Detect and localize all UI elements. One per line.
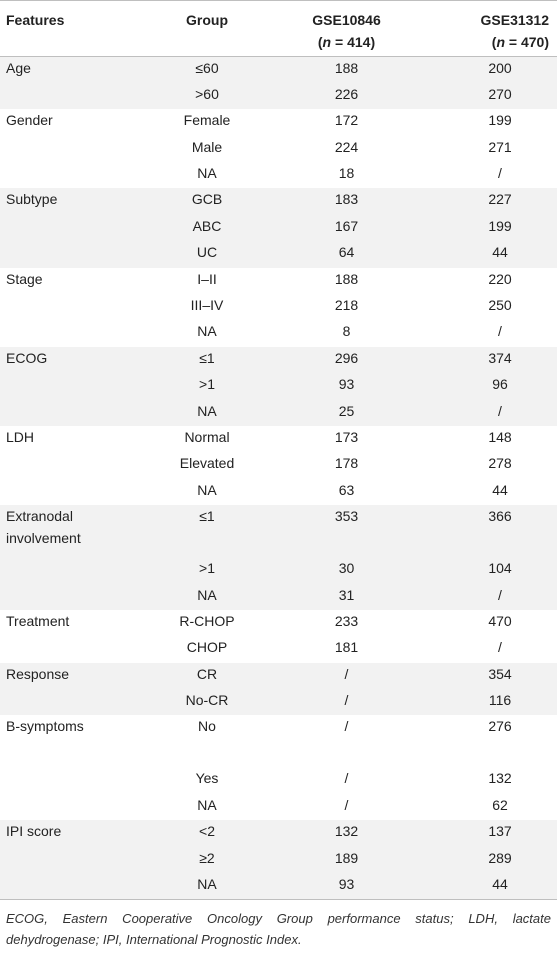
gse10846-cell: / [344,692,349,709]
gse31312-cell: 148 [488,428,512,445]
group-cell: CR [196,665,218,682]
gse10846-cell: / [344,796,349,813]
gse31312-cell: 116 [488,692,512,709]
gse31312-cell: 44 [492,481,508,498]
gse31312-cell: 276 [488,718,512,735]
gse10846-cell: 18 [338,165,355,182]
gse31312-cell: 250 [488,297,512,314]
table-row [0,268,557,294]
header-gse10846: GSE10846 (n = 414) [276,1,417,57]
feature-cell [0,241,138,267]
feature-cell [0,689,138,715]
feature-cell: Stage [6,270,43,287]
gse10846-cell: 173 [334,428,359,445]
feature-cell [0,767,138,793]
gse10846-cell: 8 [342,323,351,340]
feature-cell [0,557,138,583]
table-row [0,109,557,135]
group-cell: NA [197,165,217,182]
feature-cell: Age [6,60,31,76]
group-cell: ABC [192,217,222,234]
gse10846-cell: 189 [334,849,359,866]
gse31312-cell: 200 [488,60,512,76]
gse10846-cell: / [344,718,349,735]
group-cell: <2 [199,823,215,840]
gse10846-cell: 188 [334,60,359,76]
group-cell: ≤1 [199,349,215,366]
feature-cell: B-symptoms [6,718,84,735]
gse10846-cell: 93 [338,376,355,393]
group-cell: Elevated [179,455,235,472]
table-row [0,426,557,452]
table-row [0,663,557,689]
feature-cell: IPI score [6,823,62,840]
table-row [0,400,557,426]
group-cell: NA [197,796,217,813]
header-gse10846-n-value: = 414 [335,34,371,50]
table-row [0,689,557,715]
feature-cell [0,452,138,478]
header-gse10846-n-label: n [322,34,332,50]
table-row [0,83,557,109]
gse31312-cell: 278 [488,455,512,472]
table-row [0,557,557,583]
feature-cell: Treatment [6,612,70,629]
feature-cell [0,215,138,241]
feature-cell [0,400,138,426]
gse31312-cell: 44 [492,876,508,893]
table-row [0,320,557,346]
feature-cell: Subtype [6,191,58,208]
gse31312-cell: / [498,402,502,419]
gse10846-cell: 64 [338,244,355,261]
table-row [0,820,557,846]
gse10846-cell: 30 [338,560,355,577]
group-cell: Male [191,138,223,155]
group-cell: ≤60 [195,60,219,76]
group-cell: NA [197,586,217,603]
feature-cell [0,162,138,188]
table-row [0,162,557,188]
group-cell: >1 [199,376,215,393]
table-row [0,873,557,899]
header-gse31312-n-value: = 470 [508,34,545,50]
gse31312-cell: / [498,586,502,603]
gse10846-cell: 181 [334,639,359,656]
gse31312-cell: 137 [488,823,512,840]
group-cell: >1 [199,560,215,577]
group-cell: CHOP [186,639,228,656]
header-group: Group [138,1,276,57]
gse31312-cell: 96 [492,376,508,393]
gse10846-cell: 25 [338,402,355,419]
gse10846-cell: 296 [334,349,359,366]
table-footnote: ECOG, Eastern Cooperative Oncology Group performance status; LDH, lactate dehydrogenase; IPI, International Prognostic Index. [0,899,557,950]
group-cell: UC [196,244,218,261]
group-cell: Female [183,112,231,129]
header-gse31312-n-label: n [496,34,505,50]
feature-cell [0,479,138,505]
group-cell: NA [197,323,217,340]
gse10846-cell: 183 [334,191,359,208]
gse10846-cell: 226 [334,85,359,102]
feature-cell [0,584,138,610]
group-cell: Normal [184,428,230,445]
table-row [0,57,557,83]
gse31312-cell: 289 [488,849,512,866]
table-row [0,794,557,820]
header-features: Features [0,1,138,57]
table-row [0,294,557,320]
gse31312-cell: 374 [488,349,512,366]
table-row [0,241,557,267]
group-cell: ≤1 [199,508,215,525]
feature-cell [0,320,138,346]
gse31312-cell: 366 [488,508,512,525]
feature-cell [0,373,138,399]
table-row [0,136,557,162]
group-cell: >60 [195,85,219,102]
gse10846-cell: 132 [334,823,359,840]
feature-cell: Extranodal involvement [6,508,81,547]
gse10846-cell: 63 [338,481,355,498]
gse10846-cell: 224 [334,138,359,155]
feature-cell [0,294,138,320]
gse31312-cell: 199 [488,112,512,129]
gse31312-cell: / [498,639,502,656]
table-row [0,188,557,214]
table-row [0,452,557,478]
gse10846-cell: 233 [334,612,359,629]
group-cell: NA [197,402,217,419]
table-row [0,636,557,662]
gse31312-cell: 132 [488,770,512,787]
gse31312-cell: 44 [492,244,508,261]
feature-cell: ECOG [6,349,48,366]
gse10846-cell: / [344,770,349,787]
table-row [0,373,557,399]
table-row [0,347,557,373]
feature-cell [0,847,138,873]
group-cell: III–IV [190,297,224,314]
table-body [0,57,557,900]
gse10846-cell: 172 [334,112,359,129]
gse10846-cell: 93 [338,876,355,893]
table-row [0,610,557,636]
feature-cell [0,136,138,162]
gse31312-cell: / [498,165,502,182]
group-cell: Yes [195,770,219,787]
gse31312-cell: 220 [488,270,512,287]
gse10846-cell: 31 [338,586,355,603]
table-row [0,479,557,505]
group-cell: R-CHOP [179,612,235,629]
table-row [0,215,557,241]
header-gse10846-title: GSE10846 [312,12,381,28]
group-cell: No [198,718,216,735]
gse10846-cell: 353 [334,508,359,525]
gse10846-cell: / [344,665,349,682]
group-cell: NA [197,481,217,498]
table-row [0,584,557,610]
gse31312-cell: 470 [488,612,512,629]
group-cell: NA [197,876,217,893]
gse10846-cell: 188 [334,270,359,287]
gse31312-cell: 199 [488,217,512,234]
gse31312-cell: 104 [488,560,512,577]
gse31312-cell: 62 [492,796,508,813]
header-gse31312: GSE31312 (n = 470) [417,1,557,57]
gse31312-cell: 227 [488,191,512,208]
table-row [0,767,557,793]
gse31312-cell: 271 [488,138,512,155]
gse31312-cell: 354 [488,665,512,682]
table-row [0,505,557,557]
table-row [0,847,557,873]
gse10846-cell: 167 [334,217,359,234]
feature-cell: Gender [6,112,53,129]
gse31312-cell: / [498,323,502,340]
gse10846-cell: 218 [334,297,359,314]
group-cell: No-CR [185,692,229,709]
header-gse31312-title: GSE31312 [480,12,549,28]
table-row [0,715,557,767]
feature-cell [0,636,138,662]
feature-cell: LDH [6,428,35,445]
table-header [0,1,557,57]
feature-cell [0,83,138,109]
feature-cell [0,794,138,820]
gse10846-cell: 178 [334,455,359,472]
group-cell: ≥2 [199,849,215,866]
gse31312-cell: 270 [488,85,512,102]
group-cell: GCB [191,191,223,208]
group-cell: I–II [197,270,217,287]
feature-cell: Response [6,665,70,682]
feature-cell [0,873,138,899]
